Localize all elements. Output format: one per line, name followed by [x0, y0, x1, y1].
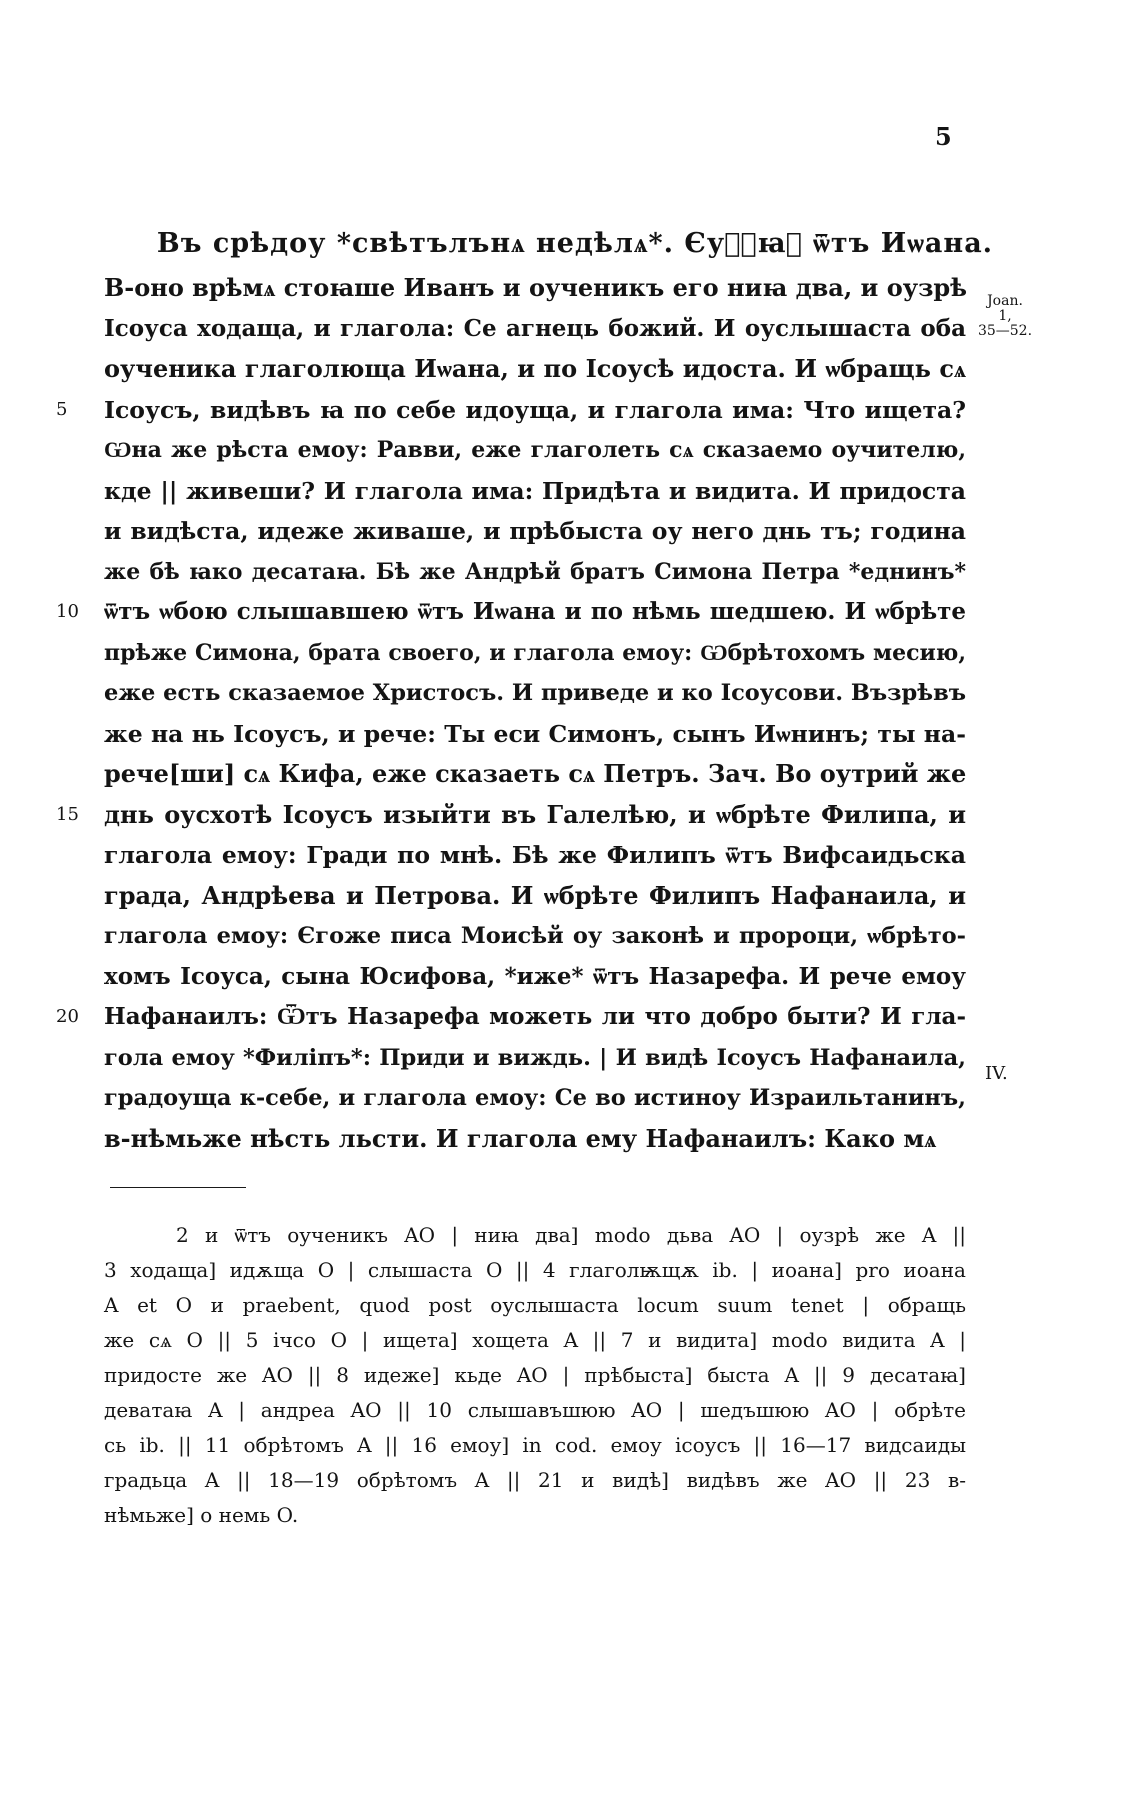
line-text: в-нѣмьже нѣсть льсти. И глагола ему Нафанаилъ: Како мѧ: [104, 1123, 937, 1153]
text-line: [104, 471, 966, 512]
line-text: ѿтъ ѡбою слышавшею ѿтъ Иѡана и по нѣмь шедшею. И ѡбрѣте: [104, 598, 966, 625]
line-text: еже есть сказаемое Христосъ. И приведе и ко Ісоусови. Възрѣвъ: [104, 680, 966, 706]
line-text: В-оно врѣмѧ стоꙗше Иванъ и оученикъ его ниꙗ два, и оузрѣ: [104, 273, 968, 302]
page-number: 5: [935, 122, 952, 151]
footnote-line: 3 ходаща] идѫща O | слышаста O || 4 глаголѭщѫ ib. | иоана] pro иоана: [104, 1258, 966, 1282]
text-line: [104, 511, 966, 552]
line-number: 5: [56, 398, 68, 420]
footnote-divider: [110, 1187, 246, 1188]
footnote-line: придосте же AO || 8 идеже] кьде AO | прѣбыста] быста A || 9 десатаꙗ]: [104, 1363, 966, 1387]
text-line: [104, 835, 966, 876]
text-line: [104, 1078, 966, 1119]
text-line: [104, 916, 966, 957]
line-text: Ѡна же рѣста емоу: Равви, еже глаголеть сѧ сказаемо оучителю,: [104, 437, 966, 463]
text-line: [104, 754, 966, 795]
line-number: 10: [56, 601, 79, 622]
line-text: кде || живеши? И глагола има: Придѣта и видита. И придоста: [104, 476, 966, 505]
footnote-line: нѣмьже] о немь O.: [104, 1503, 299, 1527]
footnote-line: сь ib. || 11 обрѣтомъ A || 16 емоу] in cod. емоу ісоусъ || 16—17 видсаиды: [104, 1433, 966, 1457]
line-text: же на нь Ісоусъ, и рече: Ты еси Симонъ, сынъ Иѡнинъ; ты на-: [104, 719, 966, 748]
section-heading: Въ срѣдоу *свѣтълънѧ недѣлѧ*. Єуⷢ҇ꙗ҇ ѿтъ Иѡана.: [156, 228, 994, 259]
text-line: [56, 592, 966, 633]
footnote-line: A et O и praebent, quod post оуслышаста locum suum tenet | обращь: [104, 1293, 966, 1317]
text-line: [104, 633, 966, 674]
line-text: градоуща к-себе, и глагола емоу: Се во истиноу Израильтанинъ,: [104, 1085, 966, 1111]
footnote-line: же сѧ O || 5 ічсо O | ищета] хощета A || 7 и видита] modo видита A |: [104, 1328, 966, 1352]
line-text: и видѣста, идеже живаше, и прѣбыста оу него днь тъ; година: [104, 517, 966, 545]
text-line: [56, 795, 966, 836]
line-text: же бѣ ꙗко десатаꙗ. Бѣ же Андрѣй братъ Симона Петра *еднинъ*: [104, 558, 966, 585]
text-line: [104, 1119, 966, 1160]
line-text: рече[ши] сѧ Кифа, еже сказаеть сѧ Петръ. Зач. Во оутрий же: [104, 759, 967, 788]
margin-reference-verses: 35—52.: [977, 323, 1033, 339]
line-text: днь оусхотѣ Ісоусъ изыйти въ Галелѣю, и ѡбрѣте Филипа, и: [104, 799, 966, 829]
text-line: [104, 876, 966, 917]
line-number: 20: [56, 1006, 79, 1027]
text-line: [104, 673, 966, 714]
footnotes: [104, 1218, 966, 1533]
line-text: хомъ Ісоуса, сына Юсифова, *иже* ѿтъ Назарефа. И рече емоу: [104, 962, 966, 990]
text-line: [56, 997, 966, 1038]
line-text: прѣже Симона, брата своего, и глагола емоу: Ѡбрѣтохомъ месию,: [104, 639, 966, 666]
line-text: Ісоуса ходаща, и глагола: Се агнець божий. И оуслышаста оба: [104, 314, 966, 342]
text-line: [56, 390, 966, 431]
text-line: [104, 714, 966, 755]
text-line: [104, 957, 966, 998]
margin-reference: [975, 294, 1035, 339]
line-text: града, Андрѣева и Петрова. И ѡбрѣте Филипъ Нафанаила, и: [104, 880, 966, 910]
line-text: Нафанаилъ: Ѿтъ Назарефа можеть ли что добро быти? И гла-: [104, 1003, 966, 1030]
margin-reference-chapter: 1,: [998, 308, 1012, 324]
text-line: [104, 349, 966, 390]
margin-reference-book: Joan.: [987, 293, 1023, 309]
line-text: глагола емоу: Єгоже писа Моисѣй оу законѣ и пророци, ѡбрѣто-: [104, 923, 966, 949]
line-text: глагола емоу: Гради по мнѣ. Бѣ же Филипъ ѿтъ Вифсаидьска: [104, 841, 966, 869]
footnote-line: 2 и ѿтъ оученикъ AO | ниꙗ два] modo дьва AO | оузрѣ же A ||: [176, 1223, 966, 1247]
margin-chapter-marker: IV.: [985, 1063, 1008, 1084]
line-text: Ісоусъ, видѣвъ ꙗ по себе идоуща, и глагола има: Что ищета?: [104, 395, 966, 424]
text-line: [104, 268, 966, 309]
line-text: гола емоу *Филіпъ*: Приди и виждь. | И видѣ Ісоусъ Нафанаила,: [104, 1044, 966, 1071]
line-number: 15: [56, 803, 79, 825]
text-line: [104, 552, 966, 593]
footnote-line: деватаꙗ A | андреа AO || 10 слышавъшюю AO | шедъшюю AO | обрѣте: [104, 1398, 966, 1422]
main-text: [56, 268, 968, 1159]
text-line: [104, 1038, 966, 1079]
text-line: [104, 309, 966, 350]
line-text: оученика глаголюща Иѡана, и по Ісоусѣ идоста. И ѡбращь сѧ: [104, 354, 966, 383]
text-line: [104, 430, 966, 471]
footnote-line: градьца A || 18—19 обрѣтомъ A || 21 и видѣ] видѣвъ же AO || 23 в-: [104, 1468, 966, 1492]
